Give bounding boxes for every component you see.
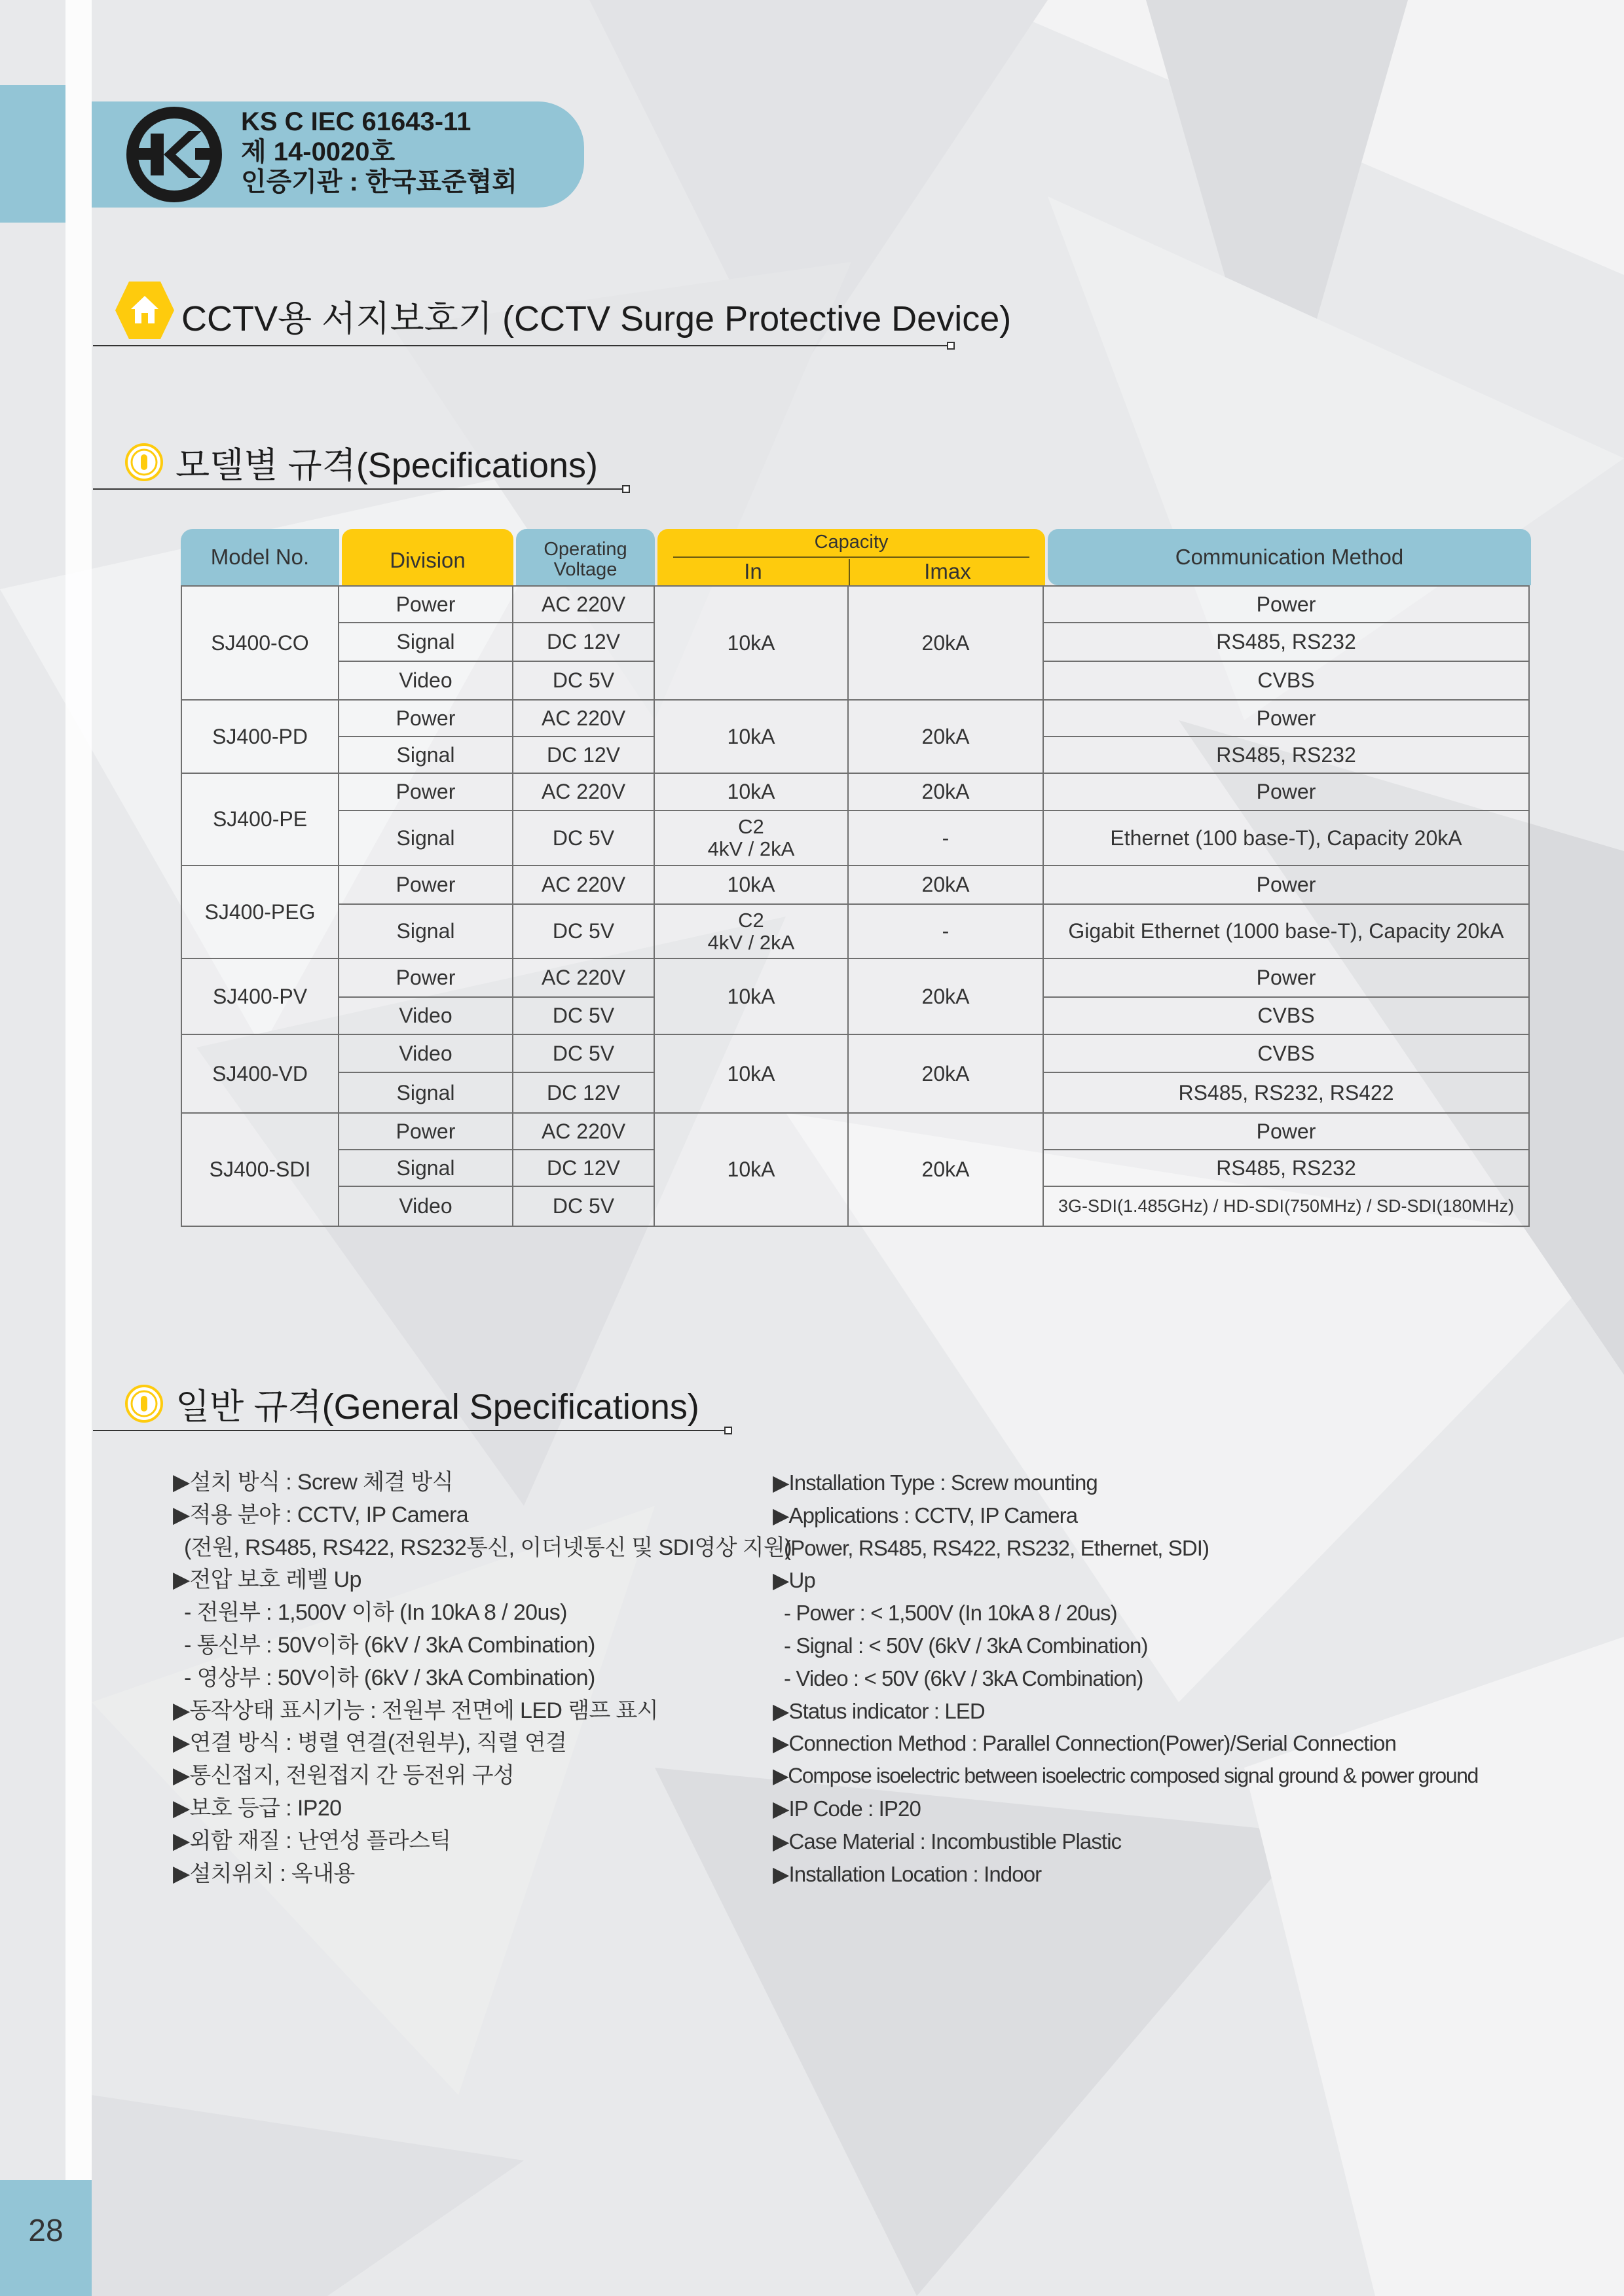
division-cell: Power xyxy=(339,866,513,905)
list-item: ▶통신접지, 전원접지 간 등전위 구성 xyxy=(173,1763,515,1789)
model-cell: SJ400-SDI xyxy=(181,1114,339,1227)
list-item: ▶Up xyxy=(773,1568,815,1593)
ks-cert-number: 제 14-0020호 xyxy=(241,137,396,166)
certification-text xyxy=(241,107,517,197)
list-item: ▶Case Material : Incombustible Plastic xyxy=(773,1829,1122,1853)
list-item: ▶전압 보호 레벨 Up xyxy=(173,1567,361,1593)
comm-cell: 3G-SDI(1.485GHz) / HD-SDI(750MHz) / SD-SDI(180MHz) xyxy=(1044,1187,1530,1227)
voltage-cell: AC 220V xyxy=(513,701,655,737)
list-item: ▶Status indicator : LED xyxy=(773,1698,985,1723)
division-cell: Video xyxy=(339,1187,513,1227)
list-item: ▶동작상태 표시기능 : 전원부 전면에 LED 램프 표시 xyxy=(173,1698,659,1723)
general-specifications-title: 일반 규격(General Specifications) xyxy=(175,1387,699,1427)
table-row xyxy=(181,905,1530,959)
table-row xyxy=(181,585,1530,623)
list-item: ▶보호 등급 : IP20 xyxy=(173,1795,342,1821)
voltage-cell: AC 220V xyxy=(513,774,655,811)
comm-cell: RS485, RS232 xyxy=(1044,623,1530,662)
voltage-cell: DC 5V xyxy=(513,1187,655,1227)
comm-cell: Power xyxy=(1044,1114,1530,1150)
voltage-cell: AC 220V xyxy=(513,1114,655,1150)
certification-banner xyxy=(92,101,584,208)
header-division: Division xyxy=(342,529,513,585)
voltage-cell: DC 12V xyxy=(513,1150,655,1187)
division-cell: Power xyxy=(339,1114,513,1150)
in-cell: 10kA xyxy=(655,701,849,774)
model-cell: SJ400-PE xyxy=(181,774,339,866)
division-cell: Signal xyxy=(339,737,513,774)
voltage-cell: AC 220V xyxy=(513,585,655,623)
list-item: ▶Installation Type : Screw mounting xyxy=(773,1470,1098,1495)
home-hexagon-icon xyxy=(114,280,175,340)
list-item: ▶적용 분야 : CCTV, IP Camera xyxy=(173,1502,469,1527)
gold-bullet-icon xyxy=(124,443,164,482)
division-cell: Signal xyxy=(339,1150,513,1187)
header-communication-method: Communication Method xyxy=(1048,529,1531,585)
model-cell: SJ400-PV xyxy=(181,959,339,1035)
table-row xyxy=(181,866,1530,905)
list-item: ▶IP Code : IP20 xyxy=(773,1796,921,1821)
imax-cell: 20kA xyxy=(849,701,1044,774)
in-cell: 10kA xyxy=(655,866,849,905)
header-capacity-label: Capacity xyxy=(814,532,889,553)
imax-cell: 20kA xyxy=(849,1035,1044,1114)
voltage-cell: AC 220V xyxy=(513,866,655,905)
left-blue-tab xyxy=(0,85,65,223)
capacity-divider xyxy=(673,556,1029,558)
comm-cell: Power xyxy=(1044,701,1530,737)
product-title-underline xyxy=(93,345,948,346)
gold-bullet-icon xyxy=(124,1384,164,1423)
voltage-cell: DC 5V xyxy=(513,1035,655,1073)
voltage-cell: DC 5V xyxy=(513,905,655,959)
division-cell: Signal xyxy=(339,623,513,662)
header-model-no: Model No. xyxy=(181,529,339,585)
model-cell: SJ400-PEG xyxy=(181,866,339,959)
division-cell: Signal xyxy=(339,811,513,866)
table-row xyxy=(181,959,1530,998)
in-cell: 10kA xyxy=(655,1035,849,1114)
comm-cell: Power xyxy=(1044,959,1530,998)
imax-cell: 20kA xyxy=(849,959,1044,1035)
list-item: - Power : < 1,500V (In 10kA 8 / 20us) xyxy=(784,1601,1117,1626)
in-cell: 10kA xyxy=(655,774,849,811)
header-in: In xyxy=(744,559,762,583)
division-cell: Power xyxy=(339,959,513,998)
model-cell: SJ400-CO xyxy=(181,585,339,701)
model-cell: SJ400-VD xyxy=(181,1035,339,1114)
in-cell: C2 4kV / 2kA xyxy=(655,811,849,866)
division-cell: Video xyxy=(339,998,513,1035)
list-item: ▶외함 재질 : 난연성 플라스틱 xyxy=(173,1828,451,1853)
left-margin-strip xyxy=(0,0,92,2296)
list-item: ▶설치 방식 : Screw 체결 방식 xyxy=(173,1470,454,1495)
comm-cell: CVBS xyxy=(1044,998,1530,1035)
division-cell: Video xyxy=(339,662,513,701)
imax-cell: 20kA xyxy=(849,866,1044,905)
ks-mark-logo xyxy=(124,105,224,204)
list-item: - 통신부 : 50V이하 (6kV / 3kA Combination) xyxy=(184,1632,595,1658)
comm-cell: RS485, RS232, RS422 xyxy=(1044,1073,1530,1114)
voltage-cell: DC 5V xyxy=(513,998,655,1035)
specifications-table xyxy=(181,585,1530,1227)
table-row xyxy=(181,811,1530,866)
specifications-title: 모델별 규격(Specifications) xyxy=(175,446,598,485)
header-imax: Imax xyxy=(924,559,971,583)
list-item: ▶설치위치 : 옥내용 xyxy=(173,1861,355,1886)
header-operating-voltage: Operating Voltage xyxy=(516,529,655,585)
underline-end-marker xyxy=(622,485,630,493)
general-specs-korean xyxy=(173,1467,792,1890)
in-cell: C2 4kV / 2kA xyxy=(655,905,849,959)
comm-cell: Power xyxy=(1044,585,1530,623)
division-cell: Power xyxy=(339,774,513,811)
list-item: (Power, RS485, RS422, RS232, Ethernet, SDI) xyxy=(784,1535,1209,1560)
in-cell: 10kA xyxy=(655,1114,849,1227)
list-item: ▶연결 방식 : 병렬 연결(전원부), 직렬 연결 xyxy=(173,1730,567,1756)
list-item: - Video : < 50V (6kV / 3kA Combination) xyxy=(784,1666,1143,1690)
product-title: CCTV용 서지보호기 (CCTV Surge Protective Device) xyxy=(181,299,1012,338)
list-item: (전원, RS485, RS422, RS232통신, 이더넷통신 및 SDI영상 지원) xyxy=(184,1535,792,1560)
division-cell: Signal xyxy=(339,1073,513,1114)
table-row xyxy=(181,701,1530,737)
ks-standard: KS C IEC 61643-11 xyxy=(241,107,471,136)
ks-agency: 인증기관 : 한국표준협회 xyxy=(241,168,517,196)
general-specs-english xyxy=(773,1467,1478,1890)
header-capacity xyxy=(657,529,1045,585)
specifications-title-underline xyxy=(93,488,623,490)
division-cell: Power xyxy=(339,585,513,623)
list-item: ▶Connection Method : Parallel Connection(Power)/Serial Connection xyxy=(773,1731,1396,1756)
comm-cell: CVBS xyxy=(1044,662,1530,701)
voltage-cell: DC 5V xyxy=(513,662,655,701)
model-cell: SJ400-PD xyxy=(181,701,339,774)
division-cell: Power xyxy=(339,701,513,737)
voltage-cell: DC 12V xyxy=(513,737,655,774)
comm-cell: RS485, RS232 xyxy=(1044,1150,1530,1187)
in-cell: 10kA xyxy=(655,585,849,701)
imax-cell: 20kA xyxy=(849,1114,1044,1227)
imax-cell: 20kA xyxy=(849,585,1044,701)
voltage-cell: DC 12V xyxy=(513,623,655,662)
comm-cell: CVBS xyxy=(1044,1035,1530,1073)
imax-cell: - xyxy=(849,905,1044,959)
page-number: 28 xyxy=(28,2214,64,2248)
imax-cell: - xyxy=(849,811,1044,866)
division-cell: Signal xyxy=(339,905,513,959)
list-item: - 전원부 : 1,500V 이하 (In 10kA 8 / 20us) xyxy=(184,1600,567,1626)
list-item: ▶Applications : CCTV, IP Camera xyxy=(773,1503,1078,1527)
imax-cell: 20kA xyxy=(849,774,1044,811)
general-title-underline xyxy=(93,1430,727,1431)
list-item: ▶Compose isoelectric between isoelectric composed signal ground & power ground xyxy=(773,1764,1478,1788)
left-white-band xyxy=(65,0,92,2296)
comm-cell: Ethernet (100 base-T), Capacity 20kA xyxy=(1044,811,1530,866)
table-row xyxy=(181,1114,1530,1150)
comm-cell: Gigabit Ethernet (1000 base-T), Capacity 20kA xyxy=(1044,905,1530,959)
in-cell: 10kA xyxy=(655,959,849,1035)
underline-end-marker xyxy=(947,342,955,350)
list-item: ▶Installation Location : Indoor xyxy=(773,1861,1042,1886)
comm-cell: Power xyxy=(1044,866,1530,905)
comm-cell: RS485, RS232 xyxy=(1044,737,1530,774)
list-item: - 영상부 : 50V이하 (6kV / 3kA Combination) xyxy=(184,1665,595,1690)
list-item: - Signal : < 50V (6kV / 3kA Combination) xyxy=(784,1633,1148,1658)
voltage-cell: AC 220V xyxy=(513,959,655,998)
table-row xyxy=(181,1035,1530,1073)
voltage-cell: DC 5V xyxy=(513,811,655,866)
division-cell: Video xyxy=(339,1035,513,1073)
table-row xyxy=(181,774,1530,811)
voltage-cell: DC 12V xyxy=(513,1073,655,1114)
comm-cell: Power xyxy=(1044,774,1530,811)
underline-end-marker xyxy=(724,1427,732,1434)
